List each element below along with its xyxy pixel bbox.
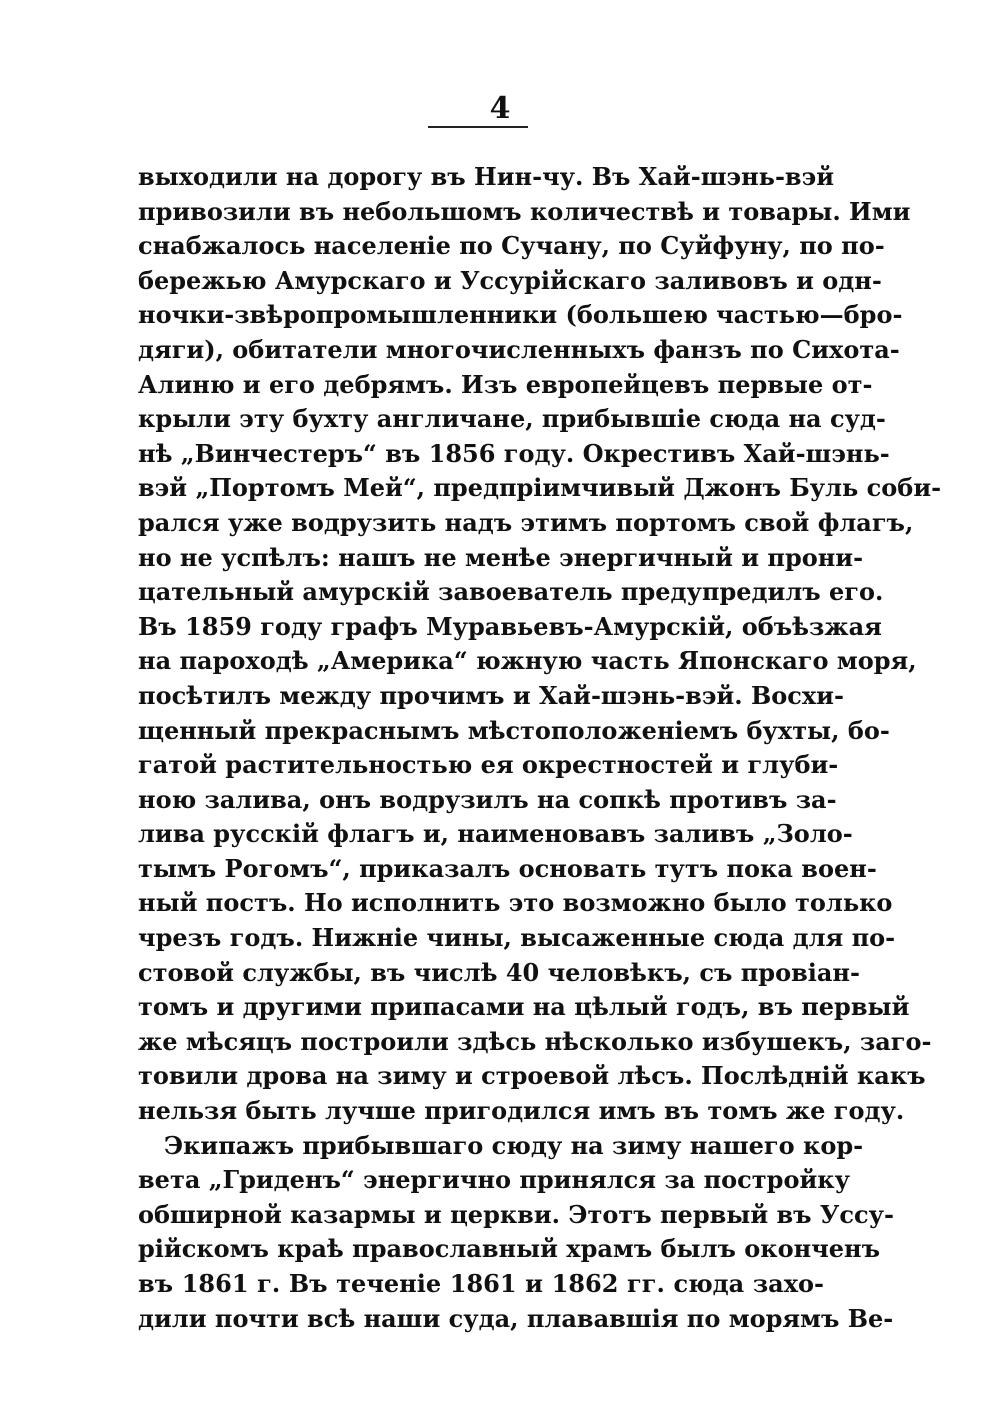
text-line: тымъ Рогомъ“, приказалъ основать тутъ пока воен- (138, 853, 877, 883)
text-line: дили почти всѣ наши суда, плававшiя по морямъ Ве- (138, 1303, 894, 1333)
text-line: дяги), обитатели многочисленныхъ фанзъ по Сихота- (138, 334, 900, 364)
text-line: вета „Гриденъ“ энергично принялся за постройку (138, 1165, 850, 1195)
text-line: вэй „Портомъ Мей“, предпрiимчивый Джонъ Буль соби- (138, 473, 942, 503)
text-line: въ 1861 г. Въ теченiе 1861 и 1862 гг. сюда захо- (138, 1269, 824, 1298)
text-line: цательный амурскiй завоеватель предупредилъ его. (138, 577, 884, 607)
text-line: выходили на дорогу въ Нин-чу. Въ Хай-шэнь-вэй (138, 162, 834, 191)
text-line: нельзя быть лучше пригодился имъ въ томъ же году. (138, 1096, 905, 1126)
text-line: томъ и другими припасами на цѣлый годъ, въ первый (138, 992, 910, 1022)
text-line: стовой службы, въ числѣ 40 человѣкъ, съ провiан- (138, 957, 860, 987)
text-line: на пароходѣ „Америка“ южную часть Японскаго моря, (138, 646, 917, 676)
text-line: Алиню и его дебрямъ. Изъ европейцевъ первые от- (138, 369, 873, 399)
text-line: же мѣсяцъ построили здѣсь нѣсколько избушекъ, заго- (138, 1026, 932, 1056)
text-line: рался уже водрузить надъ этимъ портомъ свой флагъ, (138, 507, 914, 537)
text-line: товили дрова на зиму и строевой лѣсъ. Послѣднiй какъ (138, 1061, 926, 1091)
text-line: крыли эту бухту англичане, прибывшiе сюда на суд- (138, 404, 886, 434)
text-line: нѣ „Винчестеръ“ въ 1856 году. Окрестивъ Хай-шэнь- (138, 438, 890, 468)
text-line: щенный прекраснымъ мѣстоположенiемъ бухты, бо- (138, 715, 890, 745)
text-line: посѣтилъ между прочимъ и Хай-шэнь-вэй. Восхи- (138, 680, 844, 710)
text-line: ный постъ. Но исполнить это возможно было только (138, 888, 893, 918)
text-line: обширной казармы и церкви. Этотъ первый въ Уссу- (138, 1199, 894, 1229)
text-line: чрезъ годъ. Нижнiе чины, высаженные сюда для по- (138, 923, 896, 953)
text-line: Экипажъ прибывшаго сюду на зиму нашего кор- (164, 1130, 864, 1160)
text-line: лива русскiй флагъ и, наименовавъ заливъ „Золо- (138, 819, 853, 849)
paragraph-1 (138, 160, 942, 1129)
text-line: привозили въ небольшомъ количествѣ и товары. Ими (138, 196, 911, 226)
text-line: но не успѣлъ: нашъ не менѣе энергичный и прони- (138, 542, 864, 572)
text-line: бережью Амурскаго и Уссурiйскаго заливовъ и одн- (138, 265, 882, 295)
paragraph-2 (138, 1129, 894, 1337)
text-line: ночки-звѣропромышленники (большею частью—бро- (138, 300, 903, 330)
text-line: рiйскомъ краѣ православный храмъ былъ оконченъ (138, 1234, 881, 1264)
text-line: снабжалось населенiе по Сучану, по Суйфуну, по по- (138, 231, 885, 261)
body-text (138, 160, 942, 1336)
page-number-rule (428, 126, 528, 128)
text-line: гатой растительностью ея окрестностей и глуби- (138, 750, 839, 780)
page-number: 4 (489, 91, 511, 126)
text-line: ною залива, онъ водрузилъ на сопкѣ противъ за- (138, 784, 837, 814)
text-line: Въ 1859 году графъ Муравьевъ-Амурскiй, объѣзжая (138, 611, 882, 641)
